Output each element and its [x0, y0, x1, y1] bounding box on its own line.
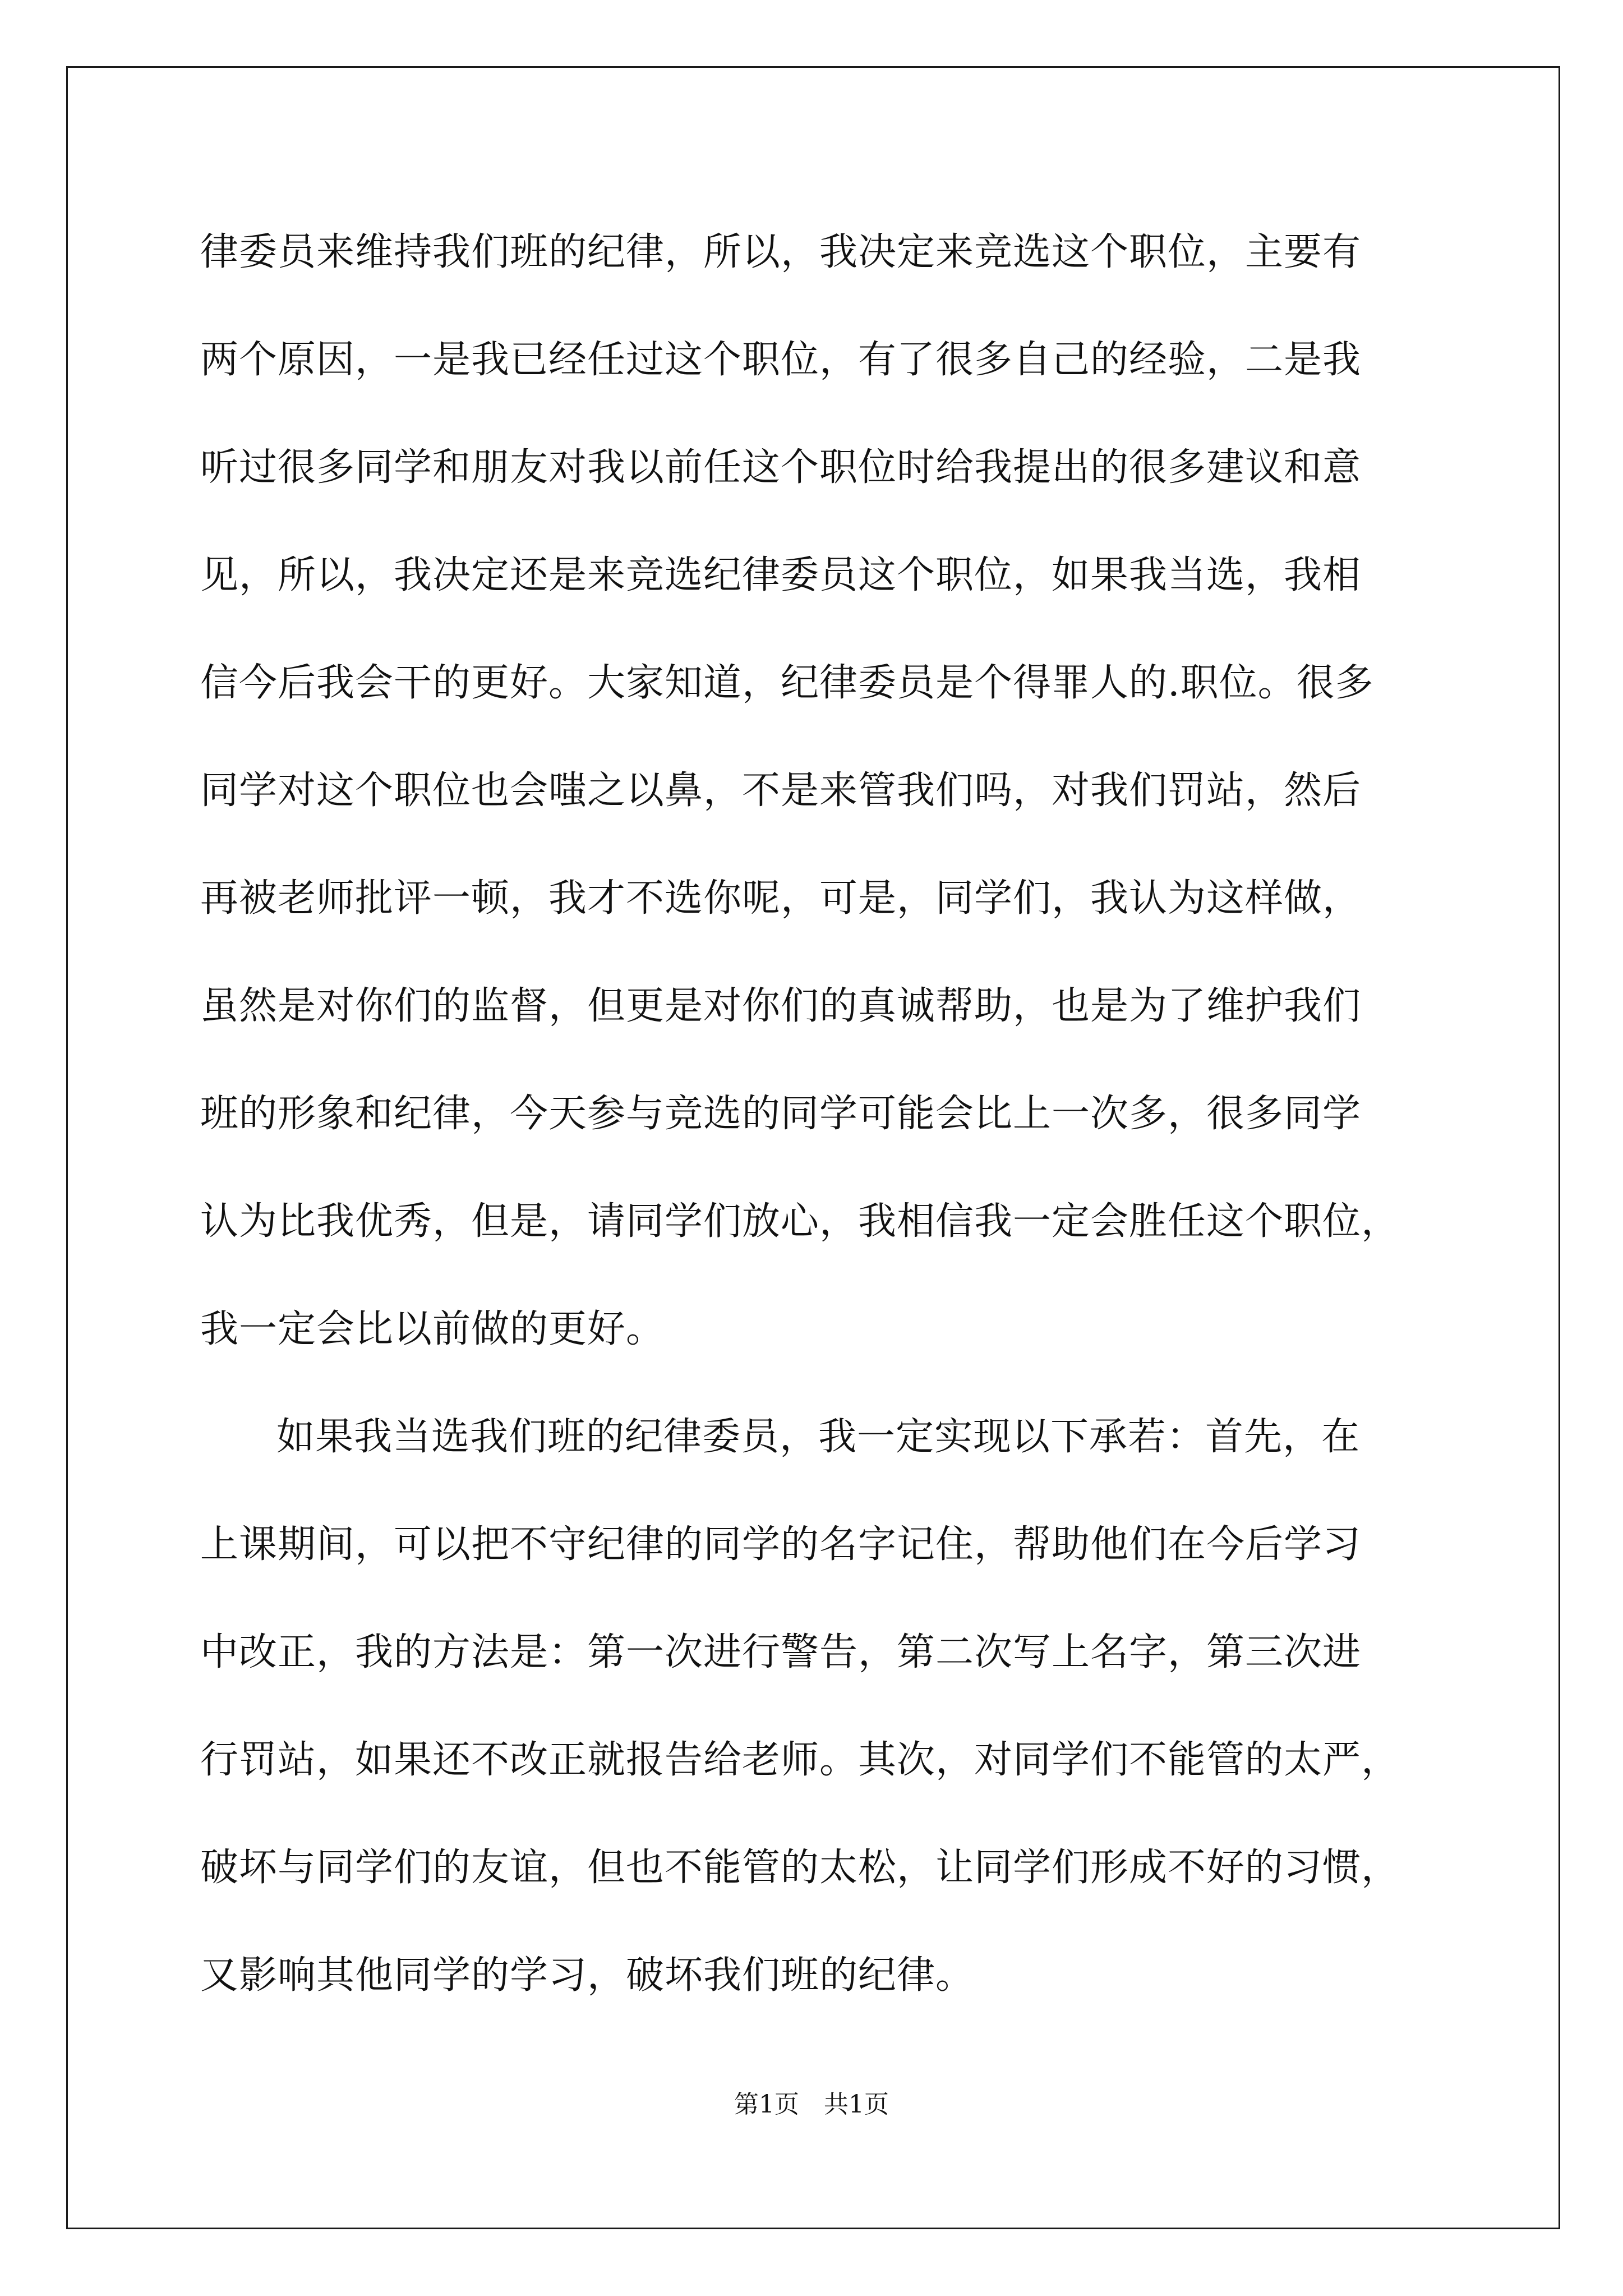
text-line: 认为比我优秀，但是，请同学们放心，我相信我一定会胜任这个职位，	[200, 1199, 1400, 1244]
paragraph-1	[200, 219, 1423, 1404]
text-line: 又影响其他同学的学习，破坏我们班的纪律。	[200, 1953, 975, 1998]
text-line: 行罚站，如果还不改正就报告给老师。其次，对同学们不能管的太严，	[200, 1738, 1400, 1782]
text-line: 破坏与同学们的友谊，但也不能管的太松，让同学们形成不好的习惯，	[200, 1846, 1400, 1890]
text-line: 上课期间，可以把不守纪律的同学的名字记住，帮助他们在今后学习	[200, 1522, 1362, 1567]
text-line: 律委员来维持我们班的纪律，所以，我决定来竞选这个职位，主要有	[200, 230, 1362, 274]
text-line: 如果我当选我们班的纪律委员，我一定实现以下承若：首先，在	[276, 1415, 1361, 1459]
text-line: 我一定会比以前做的更好。	[200, 1307, 665, 1351]
text-line: 班的形象和纪律，今天参与竞选的同学可能会比上一次多，很多同学	[200, 1092, 1362, 1136]
text-line: 信今后我会干的更好。大家知道，纪律委员是个得罪人的.职位。很多	[200, 661, 1374, 705]
document-body	[200, 219, 1423, 2050]
paragraph-2	[200, 1404, 1423, 2050]
text-line: 听过很多同学和朋友对我以前任这个职位时给我提出的很多建议和意	[200, 445, 1362, 490]
page-number-footer: 第1页 共1页	[734, 2090, 889, 2119]
text-line: 中改正，我的方法是：第一次进行警告，第二次写上名字，第三次进	[200, 1630, 1362, 1674]
text-line: 同学对这个职位也会嗤之以鼻，不是来管我们吗，对我们罚站，然后	[200, 769, 1362, 813]
text-line: 再被老师批评一顿，我才不选你呢，可是，同学们，我认为这样做，	[200, 876, 1362, 921]
text-line: 见，所以，我决定还是来竞选纪律委员这个职位，如果我当选，我相	[200, 553, 1362, 597]
text-line: 两个原因，一是我已经任过这个职位，有了很多自己的经验，二是我	[200, 338, 1362, 382]
text-line: 虽然是对你们的监督，但更是对你们的真诚帮助，也是为了维护我们	[200, 984, 1362, 1028]
